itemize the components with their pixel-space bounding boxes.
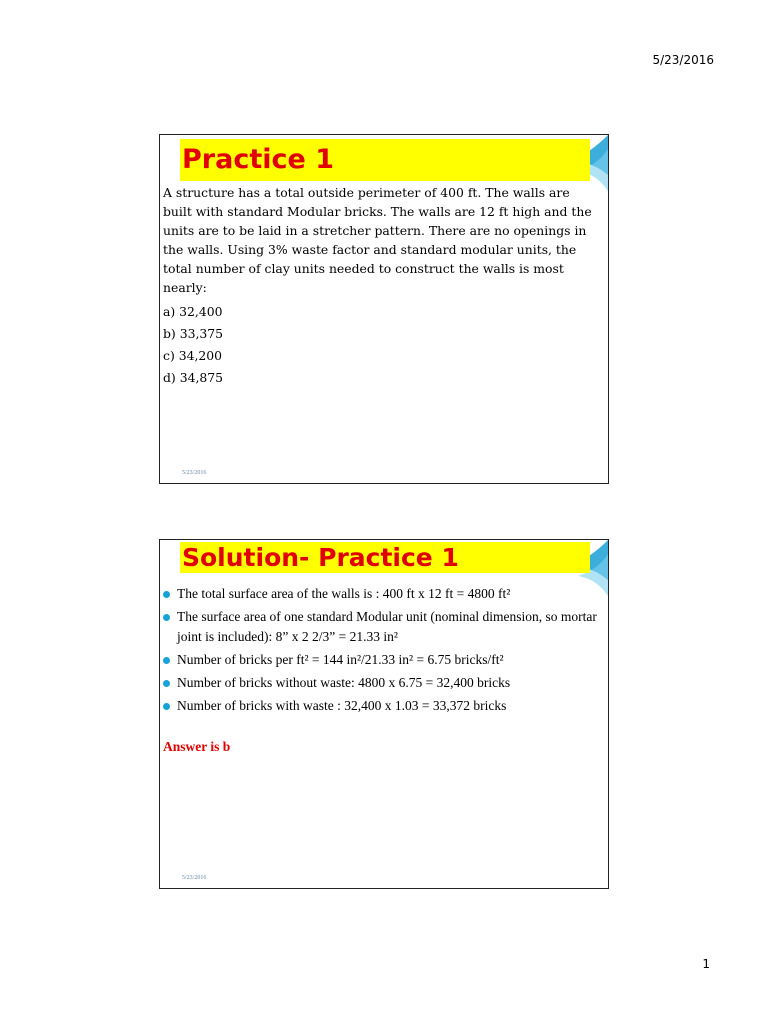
- answer-text: Answer is b: [163, 739, 231, 754]
- slide-footer-date: 5/23/2016: [182, 470, 207, 476]
- option-a: a) 32,400: [163, 304, 223, 319]
- solution-step: [163, 584, 602, 604]
- option-c: c) 34,200: [163, 348, 223, 363]
- option-b: b) 33,375: [163, 326, 224, 341]
- bullet-icon: [163, 680, 170, 687]
- question-block: [163, 183, 598, 389]
- bullet-icon: [163, 614, 170, 621]
- bullet-icon: [163, 703, 170, 710]
- answer-options: [163, 301, 598, 389]
- bullet-icon: [163, 657, 170, 664]
- solution-steps: [163, 584, 602, 719]
- bullet-icon: [163, 591, 170, 598]
- slide-practice-1: [159, 134, 609, 484]
- step-text: Number of bricks per ft² = 144 in²/21.33 in² = 6.75 bricks/ft²: [177, 652, 504, 667]
- slide-solution-practice-1: [159, 539, 609, 889]
- step-text: Number of bricks with waste : 32,400 x 1.03 = 33,372 bricks: [177, 698, 507, 713]
- solution-step: [163, 673, 602, 693]
- slide-footer-date: 5/23/2016: [182, 875, 207, 881]
- question-text: A structure has a total outside perimeter of 400 ft. The walls are built with standard Modular bricks. The walls are 12 ft high and the units are to be laid in a stretcher pattern. There are no openings in the walls. Using 3% waste factor and standard modular units, the total number of clay units needed to construct the walls is most nearly:: [163, 185, 592, 295]
- solution-step: [163, 650, 602, 670]
- page-number: 1: [702, 957, 710, 971]
- page-header-date: 5/23/2016: [652, 53, 714, 67]
- step-text: The total surface area of the walls is : 400 ft x 12 ft = 4800 ft²: [177, 586, 511, 601]
- solution-step: [163, 696, 602, 716]
- option-d: d) 34,875: [163, 370, 224, 385]
- slide-title: Practice 1: [180, 139, 590, 181]
- step-text: The surface area of one standard Modular unit (nominal dimension, so mortar joint is included): 8” x 2 2/3” = 21.33 in²: [177, 609, 597, 644]
- step-text: Number of bricks without waste: 4800 x 6.75 = 32,400 bricks: [177, 675, 511, 690]
- slide-title: Solution- Practice 1: [180, 542, 590, 573]
- solution-step: [163, 607, 602, 647]
